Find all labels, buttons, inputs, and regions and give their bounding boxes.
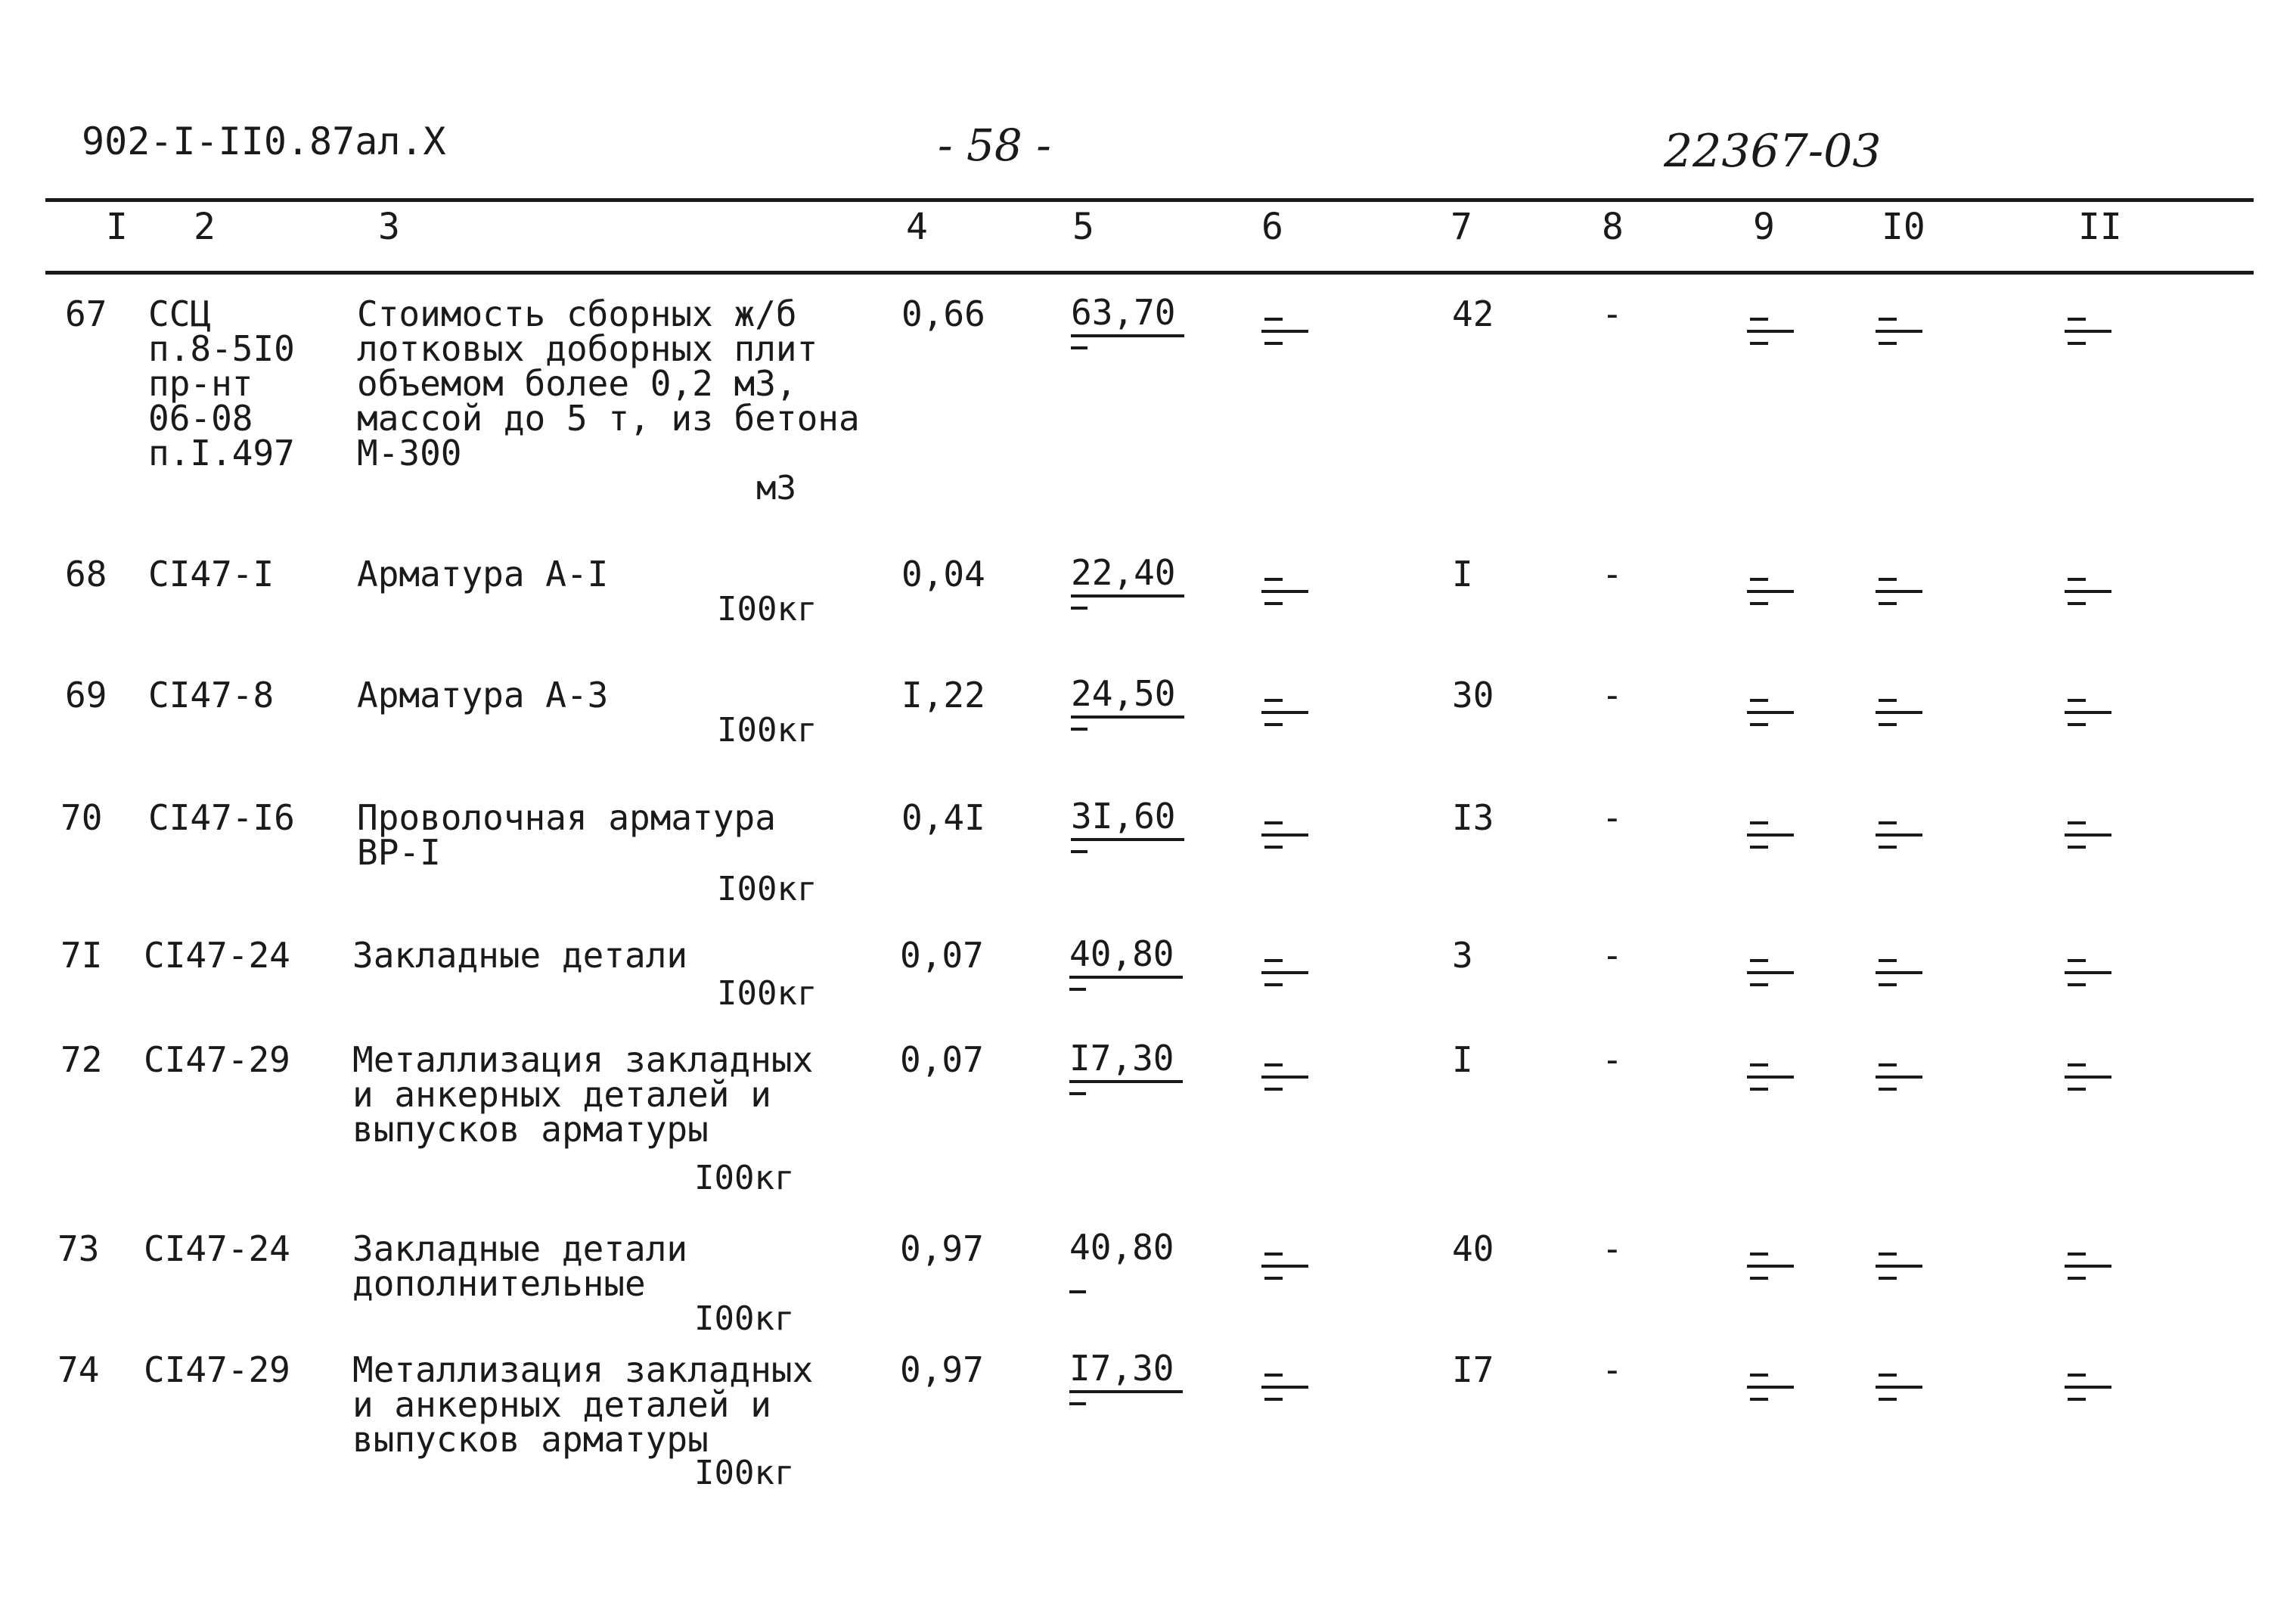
- ditto-mark: [1876, 1063, 1924, 1094]
- item-description: Арматура А-3: [357, 675, 609, 716]
- unit-price-value: 63,70: [1071, 292, 1176, 333]
- unit-price: [1071, 673, 1184, 731]
- ditto-mark: [1261, 318, 1310, 348]
- row-number: 7I: [61, 935, 103, 976]
- column-8-value: -: [1602, 1039, 1623, 1080]
- ditto-mark: [1876, 821, 1924, 852]
- ditto-mark: [1747, 578, 1795, 608]
- amount: I: [1452, 554, 1473, 594]
- item-description: Закладные детали дополнительные: [352, 1228, 688, 1304]
- amount: 30: [1452, 675, 1494, 716]
- row-number: 68: [65, 554, 107, 594]
- ditto-mark: [1876, 959, 1924, 989]
- underline: [1069, 976, 1183, 979]
- amount: I: [1452, 1039, 1473, 1080]
- dash-mark: [1069, 1402, 1086, 1405]
- dash-mark: [1071, 728, 1087, 731]
- ditto-mark: [2065, 578, 2113, 608]
- column-8-value: -: [1602, 554, 1623, 594]
- price-code: CI47-I6: [148, 797, 295, 838]
- item-description: Металлизация закладных и анкерных деталей и выпусков арматуры: [352, 1349, 814, 1460]
- item-description: Проволочная арматура ВР-I: [357, 797, 776, 873]
- document-number: 22367-03: [1664, 125, 1882, 178]
- ditto-mark: [2065, 318, 2113, 348]
- column-8-value: -: [1602, 797, 1623, 838]
- unit: I00кг: [717, 711, 818, 750]
- column-header-7: 7: [1451, 206, 1472, 248]
- column-header-10: I0: [1882, 206, 1925, 248]
- column-header-6: 6: [1261, 206, 1283, 248]
- ditto-mark: [1261, 1374, 1310, 1404]
- underline: [1071, 334, 1184, 337]
- amount: 42: [1452, 293, 1494, 334]
- column-8-value: -: [1602, 1349, 1623, 1390]
- unit-price-value: 3I,60: [1071, 796, 1176, 837]
- ditto-mark: [2065, 821, 2113, 852]
- column-header-3: 3: [378, 206, 400, 248]
- ditto-mark: [2065, 959, 2113, 989]
- dash-mark: [1071, 850, 1087, 853]
- dash-mark: [1069, 1290, 1086, 1293]
- underline: [1069, 1080, 1183, 1083]
- column-8-value: -: [1602, 935, 1623, 976]
- column-header-9: 9: [1753, 206, 1775, 248]
- unit: I00кг: [694, 1454, 795, 1492]
- ditto-mark: [1747, 821, 1795, 852]
- unit-price-value: 40,80: [1069, 933, 1174, 974]
- underline: [1071, 838, 1184, 841]
- price-code: CI47-8: [148, 675, 275, 716]
- ditto-mark: [1261, 821, 1310, 852]
- column-header-4: 4: [906, 206, 928, 248]
- unit-price-value: 24,50: [1071, 673, 1176, 714]
- quantity: 0,07: [900, 1039, 984, 1080]
- price-code: CI47-I: [148, 554, 275, 594]
- ditto-mark: [2065, 1253, 2113, 1283]
- ditto-mark: [1747, 1374, 1795, 1404]
- quantity: 0,97: [900, 1228, 984, 1269]
- row-number: 72: [61, 1039, 103, 1080]
- unit-price: [1071, 552, 1184, 610]
- column-8-value: -: [1602, 293, 1623, 334]
- unit-price: [1069, 1038, 1183, 1095]
- quantity: 0,04: [901, 554, 985, 594]
- item-description: Металлизация закладных и анкерных деталей и выпусков арматуры: [352, 1039, 814, 1150]
- amount: I3: [1452, 797, 1494, 838]
- ditto-mark: [1261, 578, 1310, 608]
- ditto-mark: [1876, 1374, 1924, 1404]
- unit-price: [1071, 292, 1184, 349]
- dash-mark: [1069, 988, 1086, 991]
- ditto-mark: [1876, 318, 1924, 348]
- underline: [1069, 1390, 1183, 1393]
- header-rule-top: [45, 198, 2254, 202]
- underline: [1071, 594, 1184, 598]
- unit-price-value: I7,30: [1069, 1038, 1174, 1079]
- unit-price-value: 40,80: [1069, 1227, 1174, 1268]
- ditto-mark: [2065, 1063, 2113, 1094]
- amount: I7: [1452, 1349, 1494, 1390]
- amount: 40: [1452, 1228, 1494, 1269]
- page-number: - 58 -: [938, 120, 1051, 171]
- ditto-mark: [1261, 959, 1310, 989]
- price-code: CI47-24: [144, 935, 290, 976]
- price-code: CI47-24: [144, 1228, 290, 1269]
- ditto-mark: [1261, 699, 1310, 729]
- row-number: 74: [57, 1349, 100, 1390]
- ditto-mark: [2065, 1374, 2113, 1404]
- price-code: ССЦ п.8-5I0 пр-нт 06-08 п.I.497: [148, 293, 295, 473]
- unit: I00кг: [694, 1299, 795, 1338]
- column-header-2: 2: [194, 206, 216, 248]
- quantity: 0,97: [900, 1349, 984, 1390]
- column-header-11: II: [2078, 206, 2122, 248]
- unit-price-value: I7,30: [1069, 1348, 1174, 1389]
- ditto-mark: [1747, 1253, 1795, 1283]
- ditto-mark: [1261, 1253, 1310, 1283]
- unit-price: [1069, 1348, 1183, 1405]
- unit: I00кг: [717, 870, 818, 908]
- ditto-mark: [1747, 699, 1795, 729]
- row-number: 67: [65, 293, 107, 334]
- column-8-value: -: [1602, 1228, 1623, 1269]
- amount: 3: [1452, 935, 1473, 976]
- row-number: 70: [61, 797, 103, 838]
- quantity: 0,66: [901, 293, 985, 334]
- unit-price: [1071, 796, 1184, 853]
- header-rule-bottom: [45, 271, 2254, 275]
- column-header-1: I: [106, 206, 128, 248]
- unit-price: [1069, 1227, 1183, 1293]
- ditto-mark: [1747, 318, 1795, 348]
- item-description: Закладные детали: [352, 935, 688, 976]
- column-header-8: 8: [1602, 206, 1624, 248]
- dash-mark: [1069, 1092, 1086, 1095]
- price-code: CI47-29: [144, 1349, 290, 1390]
- quantity: 0,4I: [901, 797, 985, 838]
- document-code: 902-I-II0.87ал.X: [82, 120, 446, 163]
- ditto-mark: [1747, 1063, 1795, 1094]
- ditto-mark: [1261, 1063, 1310, 1094]
- column-8-value: -: [1602, 675, 1623, 716]
- item-description: Стоимость сборных ж/б лотковых доборных плит объемом более 0,2 м3, массой до 5 т, из бетона М-300: [357, 293, 860, 473]
- ditto-mark: [2065, 699, 2113, 729]
- underline: [1071, 716, 1184, 719]
- quantity: I,22: [901, 675, 985, 716]
- ditto-mark: [1876, 578, 1924, 608]
- row-number: 73: [57, 1228, 100, 1269]
- ditto-mark: [1747, 959, 1795, 989]
- unit: I00кг: [717, 974, 818, 1013]
- ditto-mark: [1876, 1253, 1924, 1283]
- ditto-mark: [1876, 699, 1924, 729]
- unit-price: [1069, 933, 1183, 991]
- unit: I00кг: [717, 590, 818, 629]
- quantity: 0,07: [900, 935, 984, 976]
- unit-price-value: 22,40: [1071, 552, 1176, 593]
- unit: м3: [756, 469, 796, 508]
- column-header-5: 5: [1072, 206, 1094, 248]
- item-description: Арматура А-I: [357, 554, 609, 594]
- unit: I00кг: [694, 1159, 795, 1197]
- price-code: CI47-29: [144, 1039, 290, 1080]
- dash-mark: [1071, 346, 1087, 349]
- row-number: 69: [65, 675, 107, 716]
- dash-mark: [1071, 607, 1087, 610]
